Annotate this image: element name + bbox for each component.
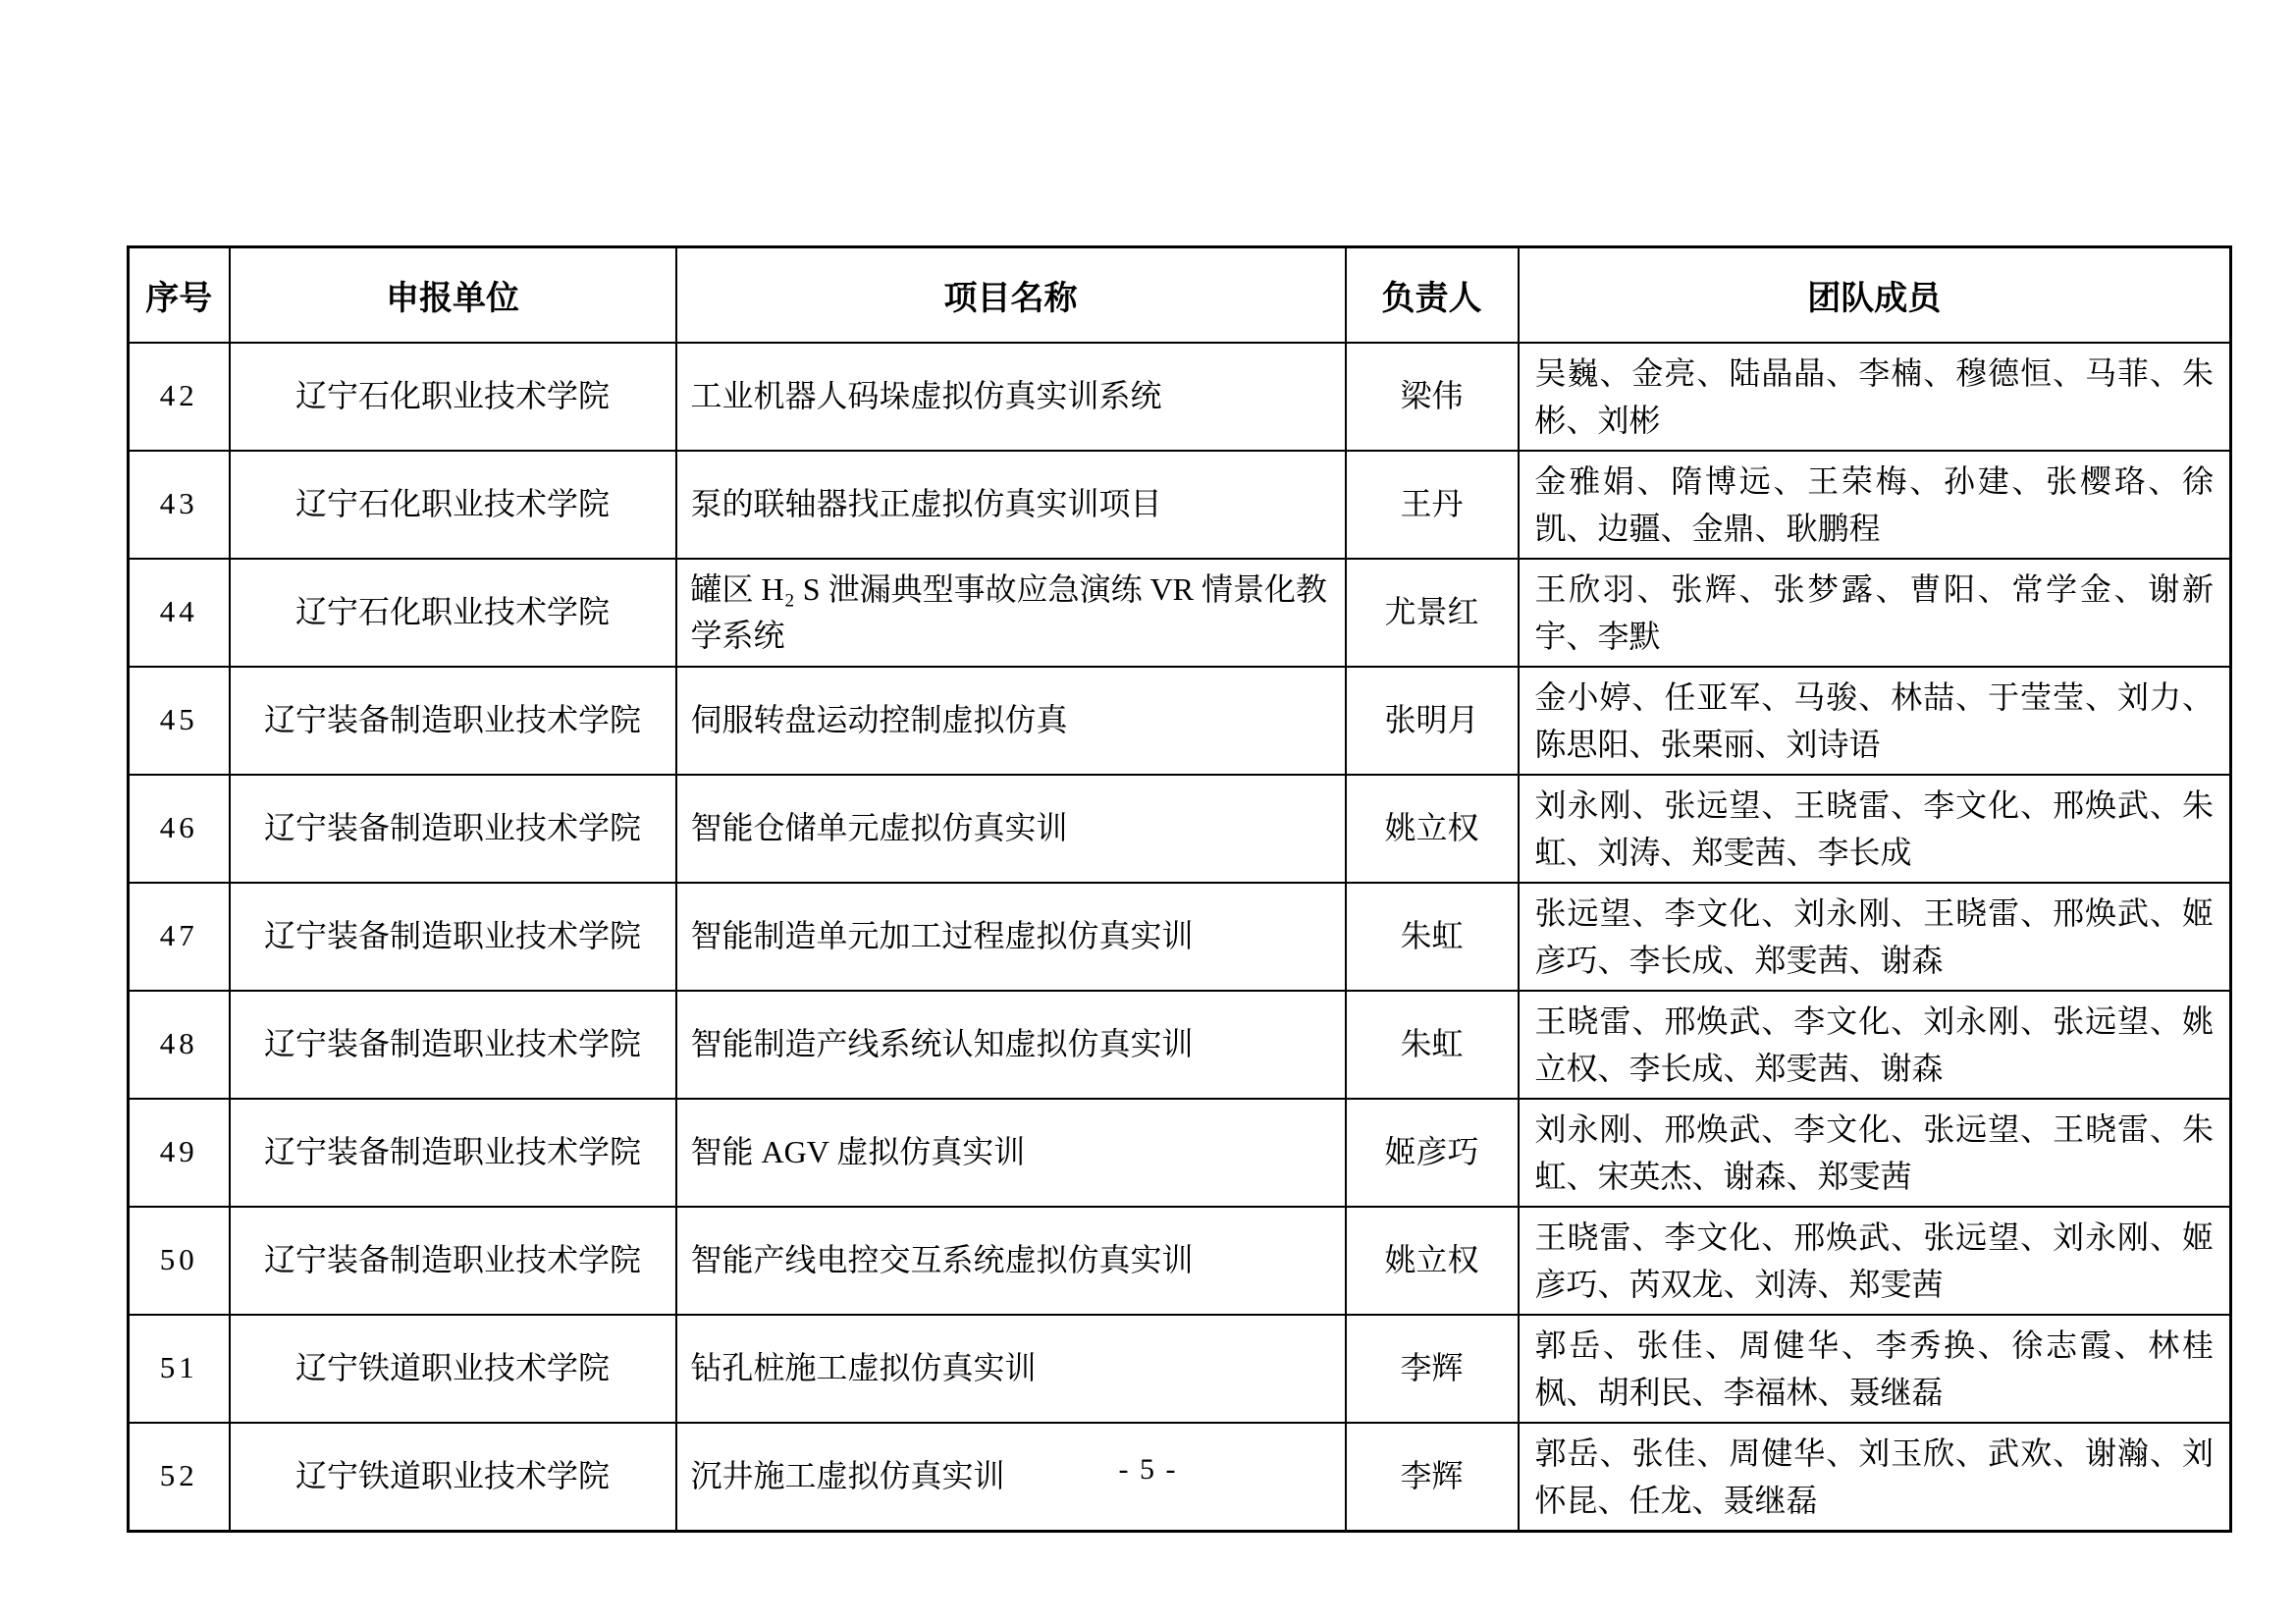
cell-unit: 辽宁装备制造职业技术学院 [230,667,676,775]
cell-project: 智能制造单元加工过程虚拟仿真实训 [676,883,1346,991]
page-number: - 5 - [1118,1453,1178,1486]
cell-team: 刘永刚、邢焕武、李文化、张远望、王晓雷、朱虹、宋英杰、谢森、郑雯茜 [1519,1099,2231,1207]
table-row [129,991,2231,1099]
cell-unit: 辽宁装备制造职业技术学院 [230,991,676,1099]
cell-team: 金雅娟、隋博远、王荣梅、孙建、张樱珞、徐凯、边疆、金鼎、耿鹏程 [1519,451,2231,559]
cell-project: 智能 AGV 虚拟仿真实训 [676,1099,1346,1207]
cell-unit: 辽宁装备制造职业技术学院 [230,775,676,883]
table-row [129,1099,2231,1207]
cell-project: 钻孔桩施工虚拟仿真实训 [676,1315,1346,1423]
cell-team: 王欣羽、张辉、张梦露、曹阳、常学金、谢新宇、李默 [1519,559,2231,667]
cell-unit: 辽宁装备制造职业技术学院 [230,1207,676,1315]
cell-leader: 尤景红 [1346,559,1519,667]
cell-no: 52 [129,1423,230,1532]
cell-leader: 姚立权 [1346,1207,1519,1315]
cell-unit: 辽宁石化职业技术学院 [230,343,676,451]
cell-no: 42 [129,343,230,451]
cell-team: 郭岳、张佳、周健华、刘玉欣、武欢、谢瀚、刘怀昆、任龙、聂继磊 [1519,1423,2231,1532]
column-header-leader: 负责人 [1346,247,1519,343]
table-row [129,559,2231,667]
column-header-unit: 申报单位 [230,247,676,343]
cell-project: 工业机器人码垛虚拟仿真实训系统 [676,343,1346,451]
cell-unit: 辽宁石化职业技术学院 [230,559,676,667]
cell-unit: 辽宁装备制造职业技术学院 [230,1099,676,1207]
cell-team: 王晓雷、邢焕武、李文化、刘永刚、张远望、姚立权、李长成、郑雯茜、谢森 [1519,991,2231,1099]
cell-leader: 姚立权 [1346,775,1519,883]
cell-unit: 辽宁铁道职业技术学院 [230,1315,676,1423]
cell-team: 金小婷、任亚军、马骏、林喆、于莹莹、刘力、陈思阳、张栗丽、刘诗语 [1519,667,2231,775]
cell-project: 智能制造产线系统认知虚拟仿真实训 [676,991,1346,1099]
cell-project: 沉井施工虚拟仿真实训 [676,1423,1346,1532]
cell-no: 43 [129,451,230,559]
cell-leader: 李辉 [1346,1423,1519,1532]
cell-project: 智能产线电控交互系统虚拟仿真实训 [676,1207,1346,1315]
cell-no: 48 [129,991,230,1099]
column-header-no: 序号 [129,247,230,343]
cell-project: 智能仓储单元虚拟仿真实训 [676,775,1346,883]
cell-team: 郭岳、张佳、周健华、李秀换、徐志霞、林桂枫、胡利民、李福林、聂继磊 [1519,1315,2231,1423]
table-row [129,667,2231,775]
cell-leader: 张明月 [1346,667,1519,775]
table-header-row [129,247,2231,343]
cell-team: 刘永刚、张远望、王晓雷、李文化、邢焕武、朱虹、刘涛、郑雯茜、李长成 [1519,775,2231,883]
cell-no: 51 [129,1315,230,1423]
cell-no: 50 [129,1207,230,1315]
column-header-team: 团队成员 [1519,247,2231,343]
cell-no: 45 [129,667,230,775]
cell-leader: 朱虹 [1346,883,1519,991]
table-row [129,451,2231,559]
table-row [129,1315,2231,1423]
cell-no: 46 [129,775,230,883]
table-row [129,343,2231,451]
cell-project: 伺服转盘运动控制虚拟仿真 [676,667,1346,775]
cell-team: 王晓雷、李文化、邢焕武、张远望、刘永刚、姬彦巧、芮双龙、刘涛、郑雯茜 [1519,1207,2231,1315]
cell-leader: 梁伟 [1346,343,1519,451]
cell-no: 44 [129,559,230,667]
cell-team: 吴巍、金亮、陆晶晶、李楠、穆德恒、马菲、朱彬、刘彬 [1519,343,2231,451]
cell-team: 张远望、李文化、刘永刚、王晓雷、邢焕武、姬彦巧、李长成、郑雯茜、谢森 [1519,883,2231,991]
cell-project: 泵的联轴器找正虚拟仿真实训项目 [676,451,1346,559]
cell-project: 罐区 H₂ S 泄漏典型事故应急演练 VR 情景化教学系统 [676,559,1346,667]
cell-leader: 姬彦巧 [1346,1099,1519,1207]
cell-leader: 朱虹 [1346,991,1519,1099]
column-header-project: 项目名称 [676,247,1346,343]
table-row [129,1207,2231,1315]
cell-leader: 王丹 [1346,451,1519,559]
cell-leader: 李辉 [1346,1315,1519,1423]
cell-unit: 辽宁装备制造职业技术学院 [230,883,676,991]
cell-unit: 辽宁铁道职业技术学院 [230,1423,676,1532]
table-body [129,343,2231,1532]
cell-no: 47 [129,883,230,991]
cell-no: 49 [129,1099,230,1207]
table-row [129,883,2231,991]
cell-unit: 辽宁石化职业技术学院 [230,451,676,559]
projects-table [127,245,2232,1533]
table-row [129,775,2231,883]
